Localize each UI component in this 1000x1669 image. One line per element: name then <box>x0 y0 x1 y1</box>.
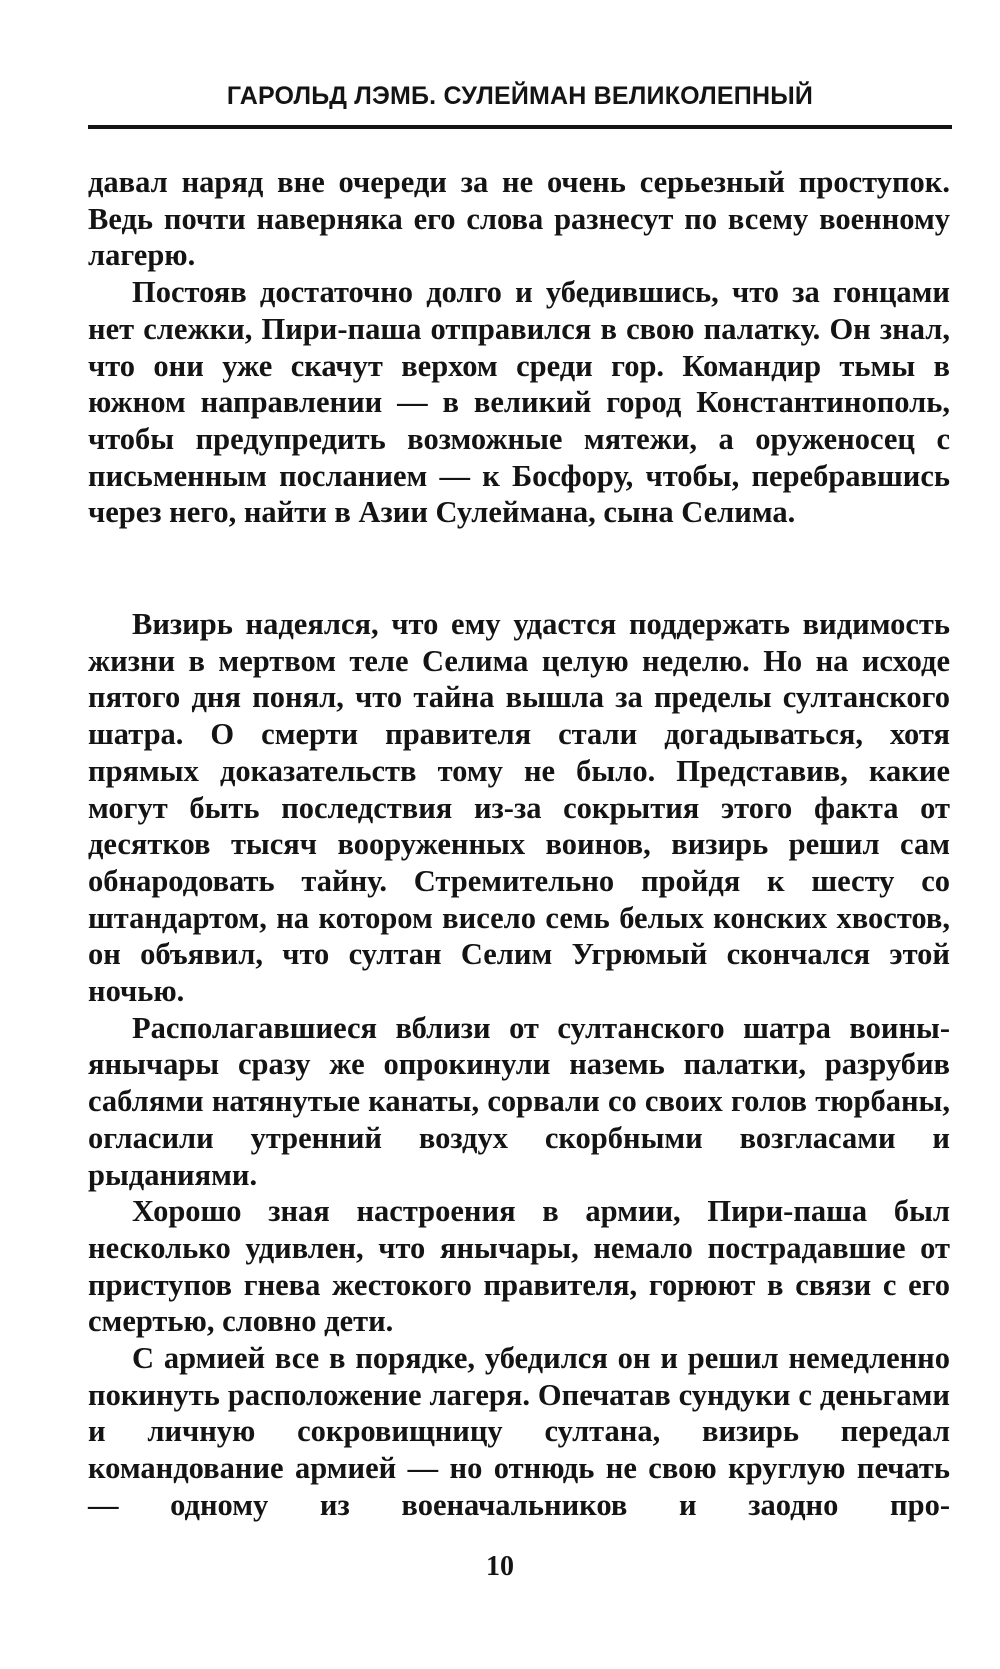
running-head-title: ГАРОЛЬД ЛЭМБ. СУЛЕЙМАН ВЕЛИКОЛЕПНЫЙ <box>226 82 814 110</box>
text-section-1 <box>88 164 950 531</box>
page-number: 10 <box>486 1551 514 1582</box>
paragraph-3: Визирь надеялся, что ему удастся поддержать видимость жизни в мертвом теле Селима целую неделю. Но на исходе пятого дня понял, что тайна вышла за пределы султанского шатра. О смерти правителя стали догадываться, хотя прямых доказательств тому не было. Представив, какие могут быть последствия из-за сокрытия этого факта от десятков тысяч вооруженных воинов, визирь решил сам обнародовать тайну. Стремительно пройдя к шесту со штандартом, на котором висело семь белых конских хвостов, он объявил, что султан Селим Угрюмый скончался этой ночью. <box>88 607 950 1009</box>
text-section-2 <box>88 606 950 1524</box>
paragraph-2: Постояв достаточно долго и убедившись, что за гонцами нет слежки, Пири-паша отправился в свою палатку. Он знал, что они уже скачут верхом среди гор. Командир тьмы в южном направлении — в великий город Константинополь, чтобы предупредить возможные мятежи, а оруженосец с письменным посланием — к Босфору, чтобы, перебравшись через него, найти в Азии Сулеймана, сына Селима. <box>88 275 950 530</box>
paragraph-1: давал наряд вне очереди за не очень серьезный проступок. Ведь почти наверняка его слова разнесут по всему военному лагерю. <box>88 165 950 273</box>
paragraph-4: Располагавшиеся вблизи от султанского шатра воины-янычары сразу же опрокинули наземь палатки, разрубив саблями натянутые канаты, сорвали со своих голов тюрбаны, огласили утренний воздух скорбными возгласами и рыданиями. <box>88 1010 950 1192</box>
paragraph-5: Хорошо зная настроения в армии, Пири-паша был несколько удивлен, что янычары, немало пострадавшие от приступов гнева жестокого правителя, горюют в связи с его смертью, словно дети. <box>88 1194 950 1339</box>
paragraph-6: С армией все в порядке, убедился он и решил немедленно покинуть расположение лагеря. Опечатав сундуки с деньгами и личную сокровищницу султана, визирь передал командование армией — но отнюдь не свою круглую печать — одному из военачальников и заодно про- <box>88 1341 950 1522</box>
header-rule <box>88 125 952 129</box>
